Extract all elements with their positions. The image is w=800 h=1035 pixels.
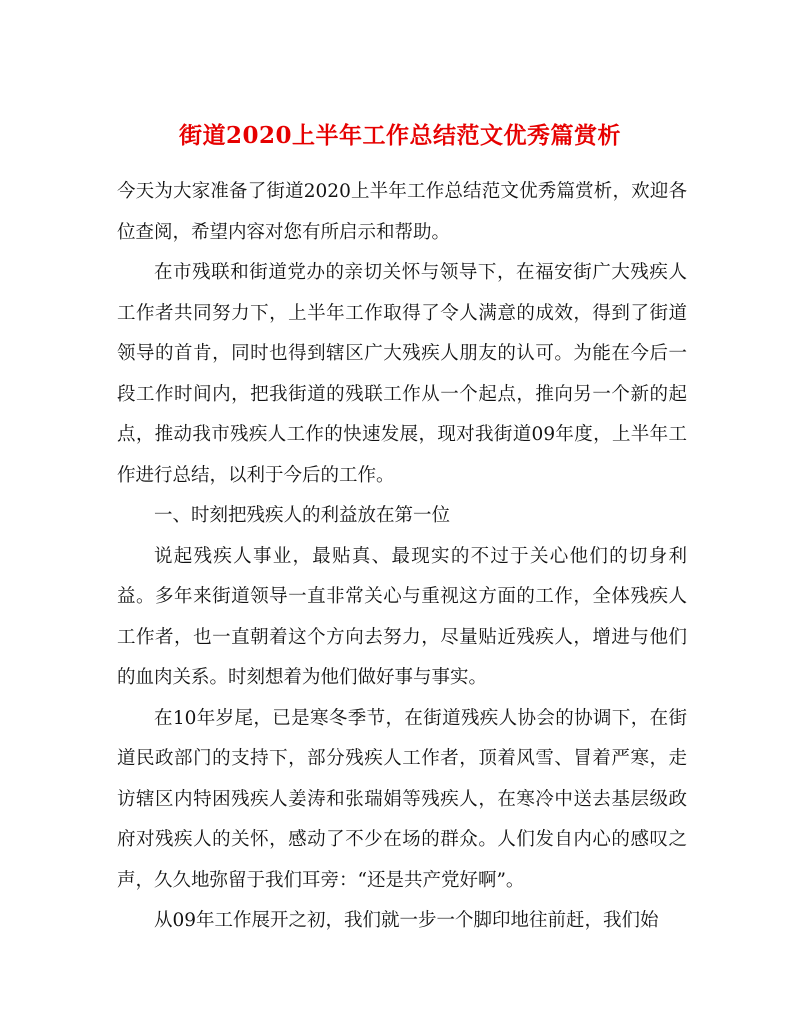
paragraph-intro: 今天为大家准备了街道2020上半年工作总结范文优秀篇赏析，欢迎各位查阅，希望内容对您有所启示和帮助。 [117,181,687,243]
document-title: 街道2020上半年工作总结范文优秀篇赏析 [178,122,621,150]
paragraph-interests: 说起残疾人事业，最贴真、最现实的不过于关心他们的切身利益。多年来街道领导一直非常关心与重视这方面的工作，全体残疾人工作者，也一直朝着这个方向去努力，尽量贴近残疾人，增进与他们的血肉关系。时刻想着为他们做好事与事实。 [117,545,687,688]
paragraph-progress: 从09年工作展开之初，我们就一步一个脚印地往前赶，我们始 [154,910,659,931]
paragraph-summary: 在市残联和街道党办的亲切关怀与领导下，在福安街广大残疾人工作者共同努力下，上半年工作取得了令人满意的成效，得到了街道领导的首肯，同时也得到辖区广大残疾人朋友的认可。为能在今后一段工作时间内，把我街道的残联工作从一个起点，推向另一个新的起点，推动我市残疾人工作的快速发展，现对我街道09年度，上半年工作进行总结，以利于今后的工作。 [117,262,687,486]
paragraph-visits: 在10年岁尾，已是寒冬季节，在街道残疾人协会的协调下，在街道民政部门的支持下，部分残疾人工作者，顶着风雪、冒着严寒，走访辖区内特困残疾人姜涛和张瑞娟等残疾人，在寒冷中送去基层级政府对残疾人的关怀，感动了不少在场的群众。人们发自内心的感叹之声，久久地弥留于我们耳旁：“还是共产党好啊”。 [117,707,687,891]
document-body [117,172,687,942]
section-heading: 一、时刻把残疾人的利益放在第一位 [154,505,451,526]
